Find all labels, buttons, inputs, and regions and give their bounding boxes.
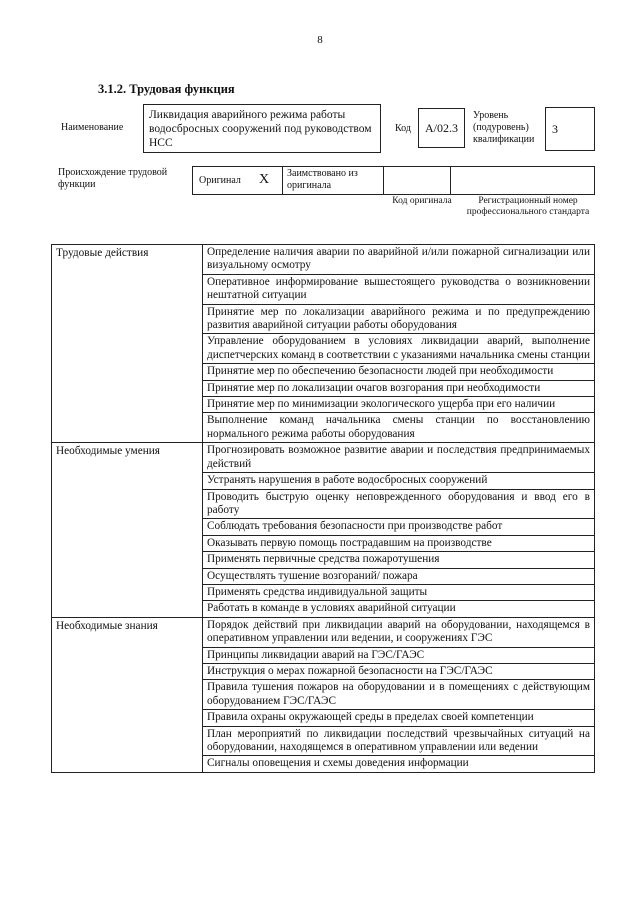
list-item: Принятие мер по обеспечению безопасности людей при необходимости <box>203 364 594 380</box>
list-item: Сигналы оповещения и схемы доведения информации <box>207 757 469 770</box>
list-item: Принятие мер по локализации аварийного режима и по предупреждению развития аварийной ситуации работы оборудования <box>203 305 594 335</box>
list-item: Оперативное информирование вышестоящего руководства о возникновении нештатной ситуации <box>203 275 594 305</box>
list-item: Правила охраны окружающей среды в пределах своей компетенции <box>203 710 594 726</box>
list-item: Проводить быструю оценку неповрежденного оборудования и ввод его в работу <box>203 490 594 520</box>
code-label: Код <box>395 123 411 134</box>
list-item: Прогнозировать возможное развитие аварии и последствия предпринимаемых действий <box>203 443 594 473</box>
list-item: Выполнение команд начальника смены станции по восстановлению нормального режима работы оборудования <box>207 414 590 440</box>
level-value-box: 3 <box>545 107 595 151</box>
origin-table <box>192 166 595 195</box>
list-item: Осуществлять тушение возгораний/ пожара <box>203 569 594 585</box>
list-item: Определение наличия аварии по аварийной и/или пожарной сигнализации или визуальному осмотру <box>203 245 594 275</box>
list-item: Применять средства индивидуальной защиты <box>203 585 594 601</box>
section-row <box>52 443 595 617</box>
list-item: Оказывать первую помощь пострадавшим на производстве <box>203 536 594 552</box>
list-item: Инструкция о мерах пожарной безопасности на ГЭС/ГАЭС <box>203 664 594 680</box>
list-item: Принципы ликвидации аварий на ГЭС/ГАЭС <box>203 648 594 664</box>
code-original-label: Код оригинала <box>392 196 452 206</box>
origin-label: Происхождение трудовой функции <box>58 167 168 190</box>
list-item: Работать в команде в условиях аварийной ситуации <box>207 602 456 615</box>
labor-function-table <box>51 244 595 773</box>
section-category: Трудовые действия <box>52 245 203 443</box>
list-item: План мероприятий по ликвидации последствий чрезвычайных ситуаций на оборудовании, находящемся в оперативном управлении или ведении <box>203 727 594 757</box>
list-item: Соблюдать требования безопасности при производстве работ <box>203 519 594 535</box>
list-item: Управление оборудованием в условиях ликвидации аварий, выполнение диспетчерских команд в соответствии с указаниями начальника смены станции <box>203 334 594 364</box>
page-number: 8 <box>317 34 323 46</box>
name-label: Наименование <box>61 122 124 133</box>
section-title: 3.1.2. Трудовая функция <box>98 82 235 96</box>
code-value-box: А/02.3 <box>418 108 465 148</box>
section-items <box>203 443 595 617</box>
list-item: Правила тушения пожаров на оборудовании и в помещениях с действующим оборудованием ГЭС/ГАЭС <box>203 680 594 710</box>
list-item: Порядок действий при ликвидации аварий на оборудовании, находящемся в оперативном управлении или ведении, и сооружениях ГЭС <box>203 618 594 648</box>
list-item: Принятие мер по локализации очагов возгорания при необходимости <box>203 381 594 397</box>
section-category: Необходимые умения <box>52 443 203 617</box>
section-items <box>203 617 595 772</box>
reg-number-label: Регистрационный номер профессионального стандарта <box>466 196 590 217</box>
original-label: Оригинал <box>199 175 241 186</box>
section-row <box>52 617 595 772</box>
list-item: Устранять нарушения в работе водосбросных сооружений <box>203 473 594 489</box>
function-name-box: Ликвидация аварийного режима работы водосбросных сооружений под руководством НСС <box>143 104 381 153</box>
section-items <box>203 245 595 443</box>
section-category: Необходимые знания <box>52 617 203 772</box>
list-item: Принятие мер по минимизации экологического ущерба при его наличии <box>203 397 594 413</box>
borrowed-label: Заимствовано из оригинала <box>287 168 358 191</box>
original-mark: X <box>259 172 270 187</box>
level-label: Уровень (подуровень) квалификации <box>473 110 535 145</box>
section-row <box>52 245 595 443</box>
list-item: Применять первичные средства пожаротушения <box>203 552 594 568</box>
